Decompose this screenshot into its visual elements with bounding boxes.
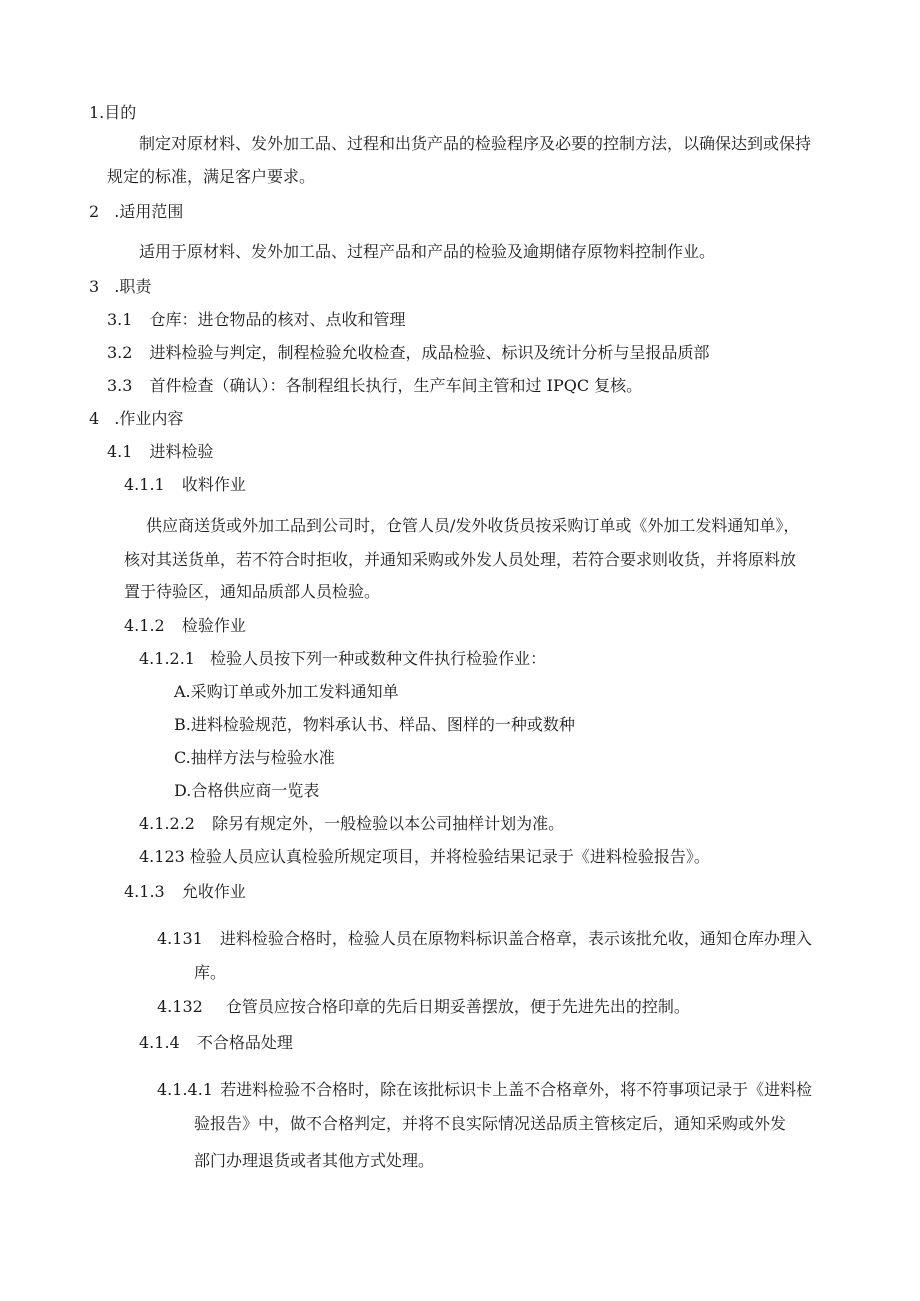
item-number: 4.1.3 [124,882,165,901]
section-3-heading [89,277,151,297]
section-title: .作业内容 [114,409,184,428]
item-4-1-2-3: 4.123 检验人员应认真检验所规定项目，并将检验结果记录于《进料检验报告》。 [139,847,710,866]
section-1-heading: 1.目的 [89,103,137,122]
heading-4-1-1 [124,475,246,495]
item-text: 进料检验与判定，制程检验允收检查，成品检验、标识及统计分析与呈报品质部 [149,343,710,362]
item-number: 4.1 [107,442,133,461]
item-4-1-3-1-cont: 库。 [194,963,227,982]
list-item-b: B.进料检验规范，物料承认书、样品、图样的一种或数种 [174,715,575,734]
section-4-heading [89,409,183,429]
section-2-text: 适用于原材料、发外加工品、过程产品和产品的检验及逾期储存原物料控制作业。 [139,242,716,261]
item-4-1-3-1 [157,929,812,949]
section-number: 4 [89,409,100,428]
item-4-1-4-1 [157,1080,812,1100]
item-number: 4.1.2 [124,616,165,635]
item-text: 进料检验 [149,442,214,461]
list-item-d: D.合格供应商一览表 [174,781,320,800]
item-3-1 [107,310,406,330]
item-text: 检验作业 [181,616,246,635]
section-number: 3 [89,277,100,296]
item-text: 允收作业 [181,882,246,901]
item-text: 仓管员应按合格印章的先后日期妥善摆放，便于先进先出的控制。 [225,997,690,1016]
item-number: 4.1.1 [124,475,165,494]
item-3-3 [107,376,642,396]
item-4-1-3-2 [157,997,690,1017]
item-number: 4.1.2.1 [139,649,195,668]
item-text: 仓库：进仓物品的核对、点收和管理 [149,310,406,329]
list-item-a: A.采购订单或外加工发料通知单 [174,682,399,701]
section-title: .职责 [114,277,152,296]
item-text: 若进料检验不合格时，除在该批标识卡上盖不合格章外，将不符事项记录于《进料检 [220,1080,813,1099]
heading-4-1-2 [124,616,246,636]
item-number: 4.1.4 [139,1033,180,1052]
item-number: 3.2 [107,343,133,362]
item-number: 3.3 [107,376,133,395]
section-1-text: 规定的标准，满足客户要求。 [107,167,316,186]
heading-4-1 [107,442,214,462]
section-2-heading [89,202,183,222]
item-number: 4.131 [157,929,203,948]
item-text: 不合格品处理 [196,1033,293,1052]
item-text: 检验人员按下列一种或数种文件执行检验作业： [210,649,547,668]
item-text: 首件检查（确认）：各制程组长执行，生产车间主管和过 IPQC 复核。 [149,376,643,395]
item-4-1-4-1-cont: 验报告》中，做不合格判定，并将不良实际情况送品质主管核定后，通知采购或外发 [194,1114,787,1133]
item-number: 4.1.2.2 [139,814,195,833]
paragraph-4-1-1: 置于待验区，通知品质部人员检验。 [124,582,381,601]
section-1-text: 制定对原材料、发外加工品、过程和出货产品的检验程序及必要的控制方法，以确保达到或保持 [139,134,812,153]
heading-4-1-4 [139,1033,293,1053]
item-number: 4.1.4.1 [157,1080,213,1099]
item-text: 进料检验合格时，检验人员在原物料标识盖合格章，表示该批允收，通知仓库办理入 [219,929,812,948]
item-number: 3.1 [107,310,133,329]
item-4-1-4-1-cont: 部门办理退货或者其他方式处理。 [194,1151,435,1170]
item-text: 除另有规定外，一般检验以本公司抽样计划为准。 [212,814,565,833]
item-text: 收料作业 [181,475,246,494]
item-number: 4.132 [157,997,203,1016]
paragraph-4-1-1: 供应商送货或外加工品到公司时，仓管人员/发外收货员按采购订单或《外加工发料通知单》， [146,516,800,535]
heading-4-1-3 [124,882,246,902]
section-number: 2 [89,202,100,221]
paragraph-4-1-1: 核对其送货单，若不符合时拒收，并通知采购或外发人员处理，若符合要求则收货，并将原料放 [124,550,797,569]
item-3-2 [107,343,710,363]
item-4-1-2-1 [139,649,546,669]
list-item-c: C.抽样方法与检验水准 [174,748,335,767]
item-4-1-2-2 [139,814,564,834]
section-title: .适用范围 [114,202,184,221]
